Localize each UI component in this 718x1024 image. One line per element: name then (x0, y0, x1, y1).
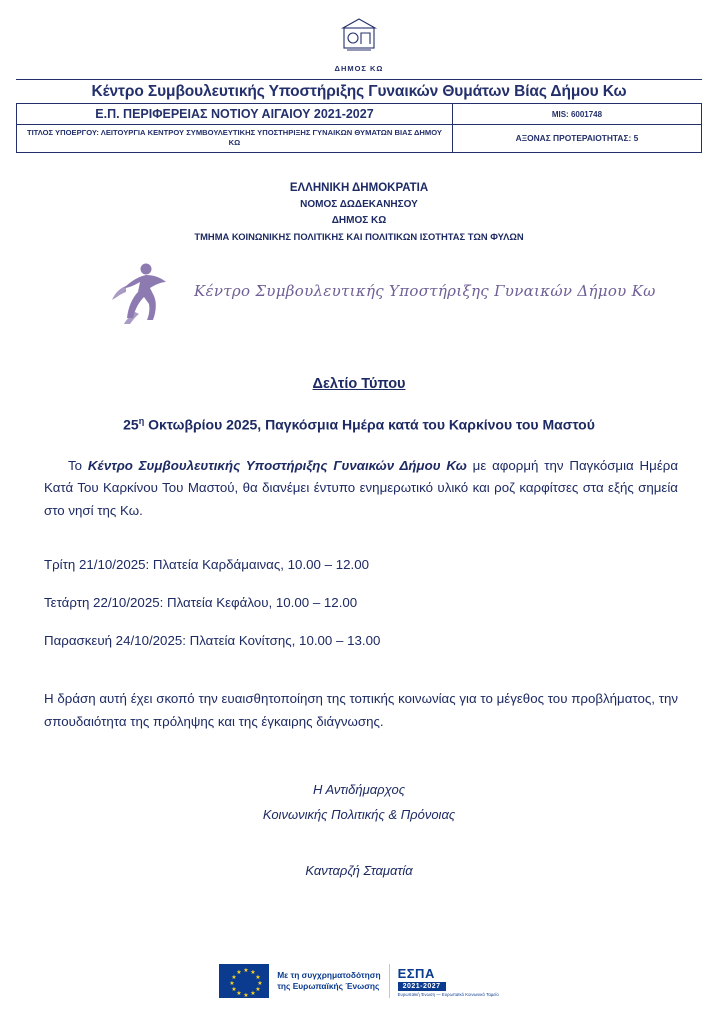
espa-wordmark: ΕΣΠΑ (397, 965, 435, 981)
priority-axis-cell: ΑΞΟΝΑΣ ΠΡΟΤΕΡΑΙΟΤΗΤΑΣ: 5 (452, 125, 701, 153)
paragraph-purpose: Η δράση αυτή έχει σκοπό την ευαισθητοποίηση της τοπικής κοινωνίας για το μέγεθος του προβλήματος, την σπουδαιότητα της πρόληψης και της έγκαιρης διάγνωσης. (44, 691, 678, 730)
municipality-crest-icon (331, 16, 387, 58)
events-list (16, 557, 702, 648)
eu-cofunding-line-2: της Ευρωπαϊκής Ένωσης (277, 981, 380, 991)
paragraph-intro-start: Το (68, 457, 88, 473)
list-item: Τρίτη 21/10/2025: Πλατεία Καρδάμαινας, 10.00 – 12.00 (44, 557, 369, 573)
logo-caption: ΔΗΜΟΣ ΚΩ (334, 64, 384, 73)
programme-info-table (16, 103, 702, 153)
table-row (17, 104, 702, 125)
authority-line-4: ΤΜΗΜΑ ΚΟΙΝΩΝΙΚΗΣ ΠΟΛΙΤΙΚΗΣ ΚΑΙ ΠΟΛΙΤΙΚΩΝ ΙΣΟΤΗΤΑΣ ΤΩΝ ΦΥΛΩΝ (194, 230, 524, 242)
paragraph-intro (16, 455, 702, 524)
list-item: Τετάρτη 22/10/2025: Πλατεία Κεφάλου, 10.00 – 12.00 (44, 595, 358, 611)
subproject-title-cell: ΤΙΤΛΟΣ ΥΠΟΕΡΓΟΥ: ΛΕΙΤΟΥΡΓΙΑ ΚΕΝΤΡΟΥ ΣΥΜΒΟΥΛΕΥΤΙΚΗΣ ΥΠΟΣΤΗΡΙΞΗΣ ΓΥΝΑΙΚΩΝ ΘΥΜΑΤΩΝ ΒΙΑΣ ΔΗΜΟΥ ΚΩ (17, 125, 453, 153)
signature-name: Κανταρζή Σταματία (305, 863, 413, 879)
press-release-subtitle (16, 416, 702, 433)
espa-logo (389, 964, 499, 998)
authority-line-1: ΕΛΛΗΝΙΚΗ ΔΗΜΟΚΡΑΤΙΑ (289, 181, 429, 194)
espa-caption: Ευρωπαϊκή Ένωση — Ευρωπαϊκό Κοινωνικό Ταμείο (397, 991, 499, 997)
signature-role-line-2: Κοινωνικής Πολιτικής & Πρόνοιας (262, 806, 456, 822)
municipality-logo-block (16, 8, 702, 73)
eu-cofunding-text (269, 964, 388, 998)
list-item: Παρασκευή 24/10/2025: Πλατεία Κονίτσης, 10.00 – 13.00 (44, 633, 381, 649)
page-title: Κέντρο Συμβουλευτικής Υποστήριξης Γυναικών Θυμάτων Βίας Δήμου Κω (91, 83, 627, 100)
press-subtitle-rest: Οκτωβρίου 2025, Παγκόσμια Ημέρα κατά του Καρκίνου του Μαστού (144, 416, 595, 433)
press-release-title: Δελτίο Τύπου (312, 375, 406, 392)
authority-line-3: ΔΗΜΟΣ ΚΩ (331, 214, 387, 226)
eu-cofunding-line-1: Με τη συγχρηματοδότηση (277, 969, 381, 980)
press-subtitle-day: 25 (123, 416, 139, 433)
authority-block (16, 179, 702, 244)
paragraph-intro-end: με αφορμή την Παγκόσμια Ημέρα Κατά Του Καρκίνου Του Μαστού, θα διανέμει έντυπο ενημερωτικό υλικό και ροζ καρφίτσες στα εξής σημεία στο νησί της Κω. (44, 457, 678, 519)
centre-script-text: Κέντρο Συμβουλευτικής Υποστήριξης Γυναικών Δήμου Κω (194, 281, 656, 300)
mis-cell: MIS: 6001748 (452, 104, 701, 125)
press-subtitle-ordinal: η (138, 415, 145, 426)
eu-espa-banner (219, 964, 499, 998)
woman-figure-icon (102, 258, 188, 324)
centre-name-emphasis: Κέντρο Συμβουλευτικής Υποστήριξης Γυναικών Δήμου Κω (87, 457, 467, 473)
eu-flag-icon: ★ ★ ★ ★ ★ ★ ★ ★ ★ ★ ★ ★ (219, 964, 269, 998)
counselling-centre-logo (102, 258, 702, 324)
table-row (17, 125, 702, 153)
funding-footer (0, 964, 718, 998)
signature-block (16, 778, 702, 884)
authority-line-2: ΝΟΜΟΣ ΔΩΔΕΚΑΝΗΣΟΥ (300, 198, 418, 210)
espa-period-badge: 2021-2027 (398, 982, 446, 991)
operational-programme-cell: Ε.Π. ΠΕΡΙΦΕΡΕΙΑΣ ΝΟΤΙΟΥ ΑΙΓΑΙΟΥ 2021-2027 (17, 104, 453, 125)
signature-role-line-1: Η Αντιδήμαρχος (312, 781, 406, 797)
